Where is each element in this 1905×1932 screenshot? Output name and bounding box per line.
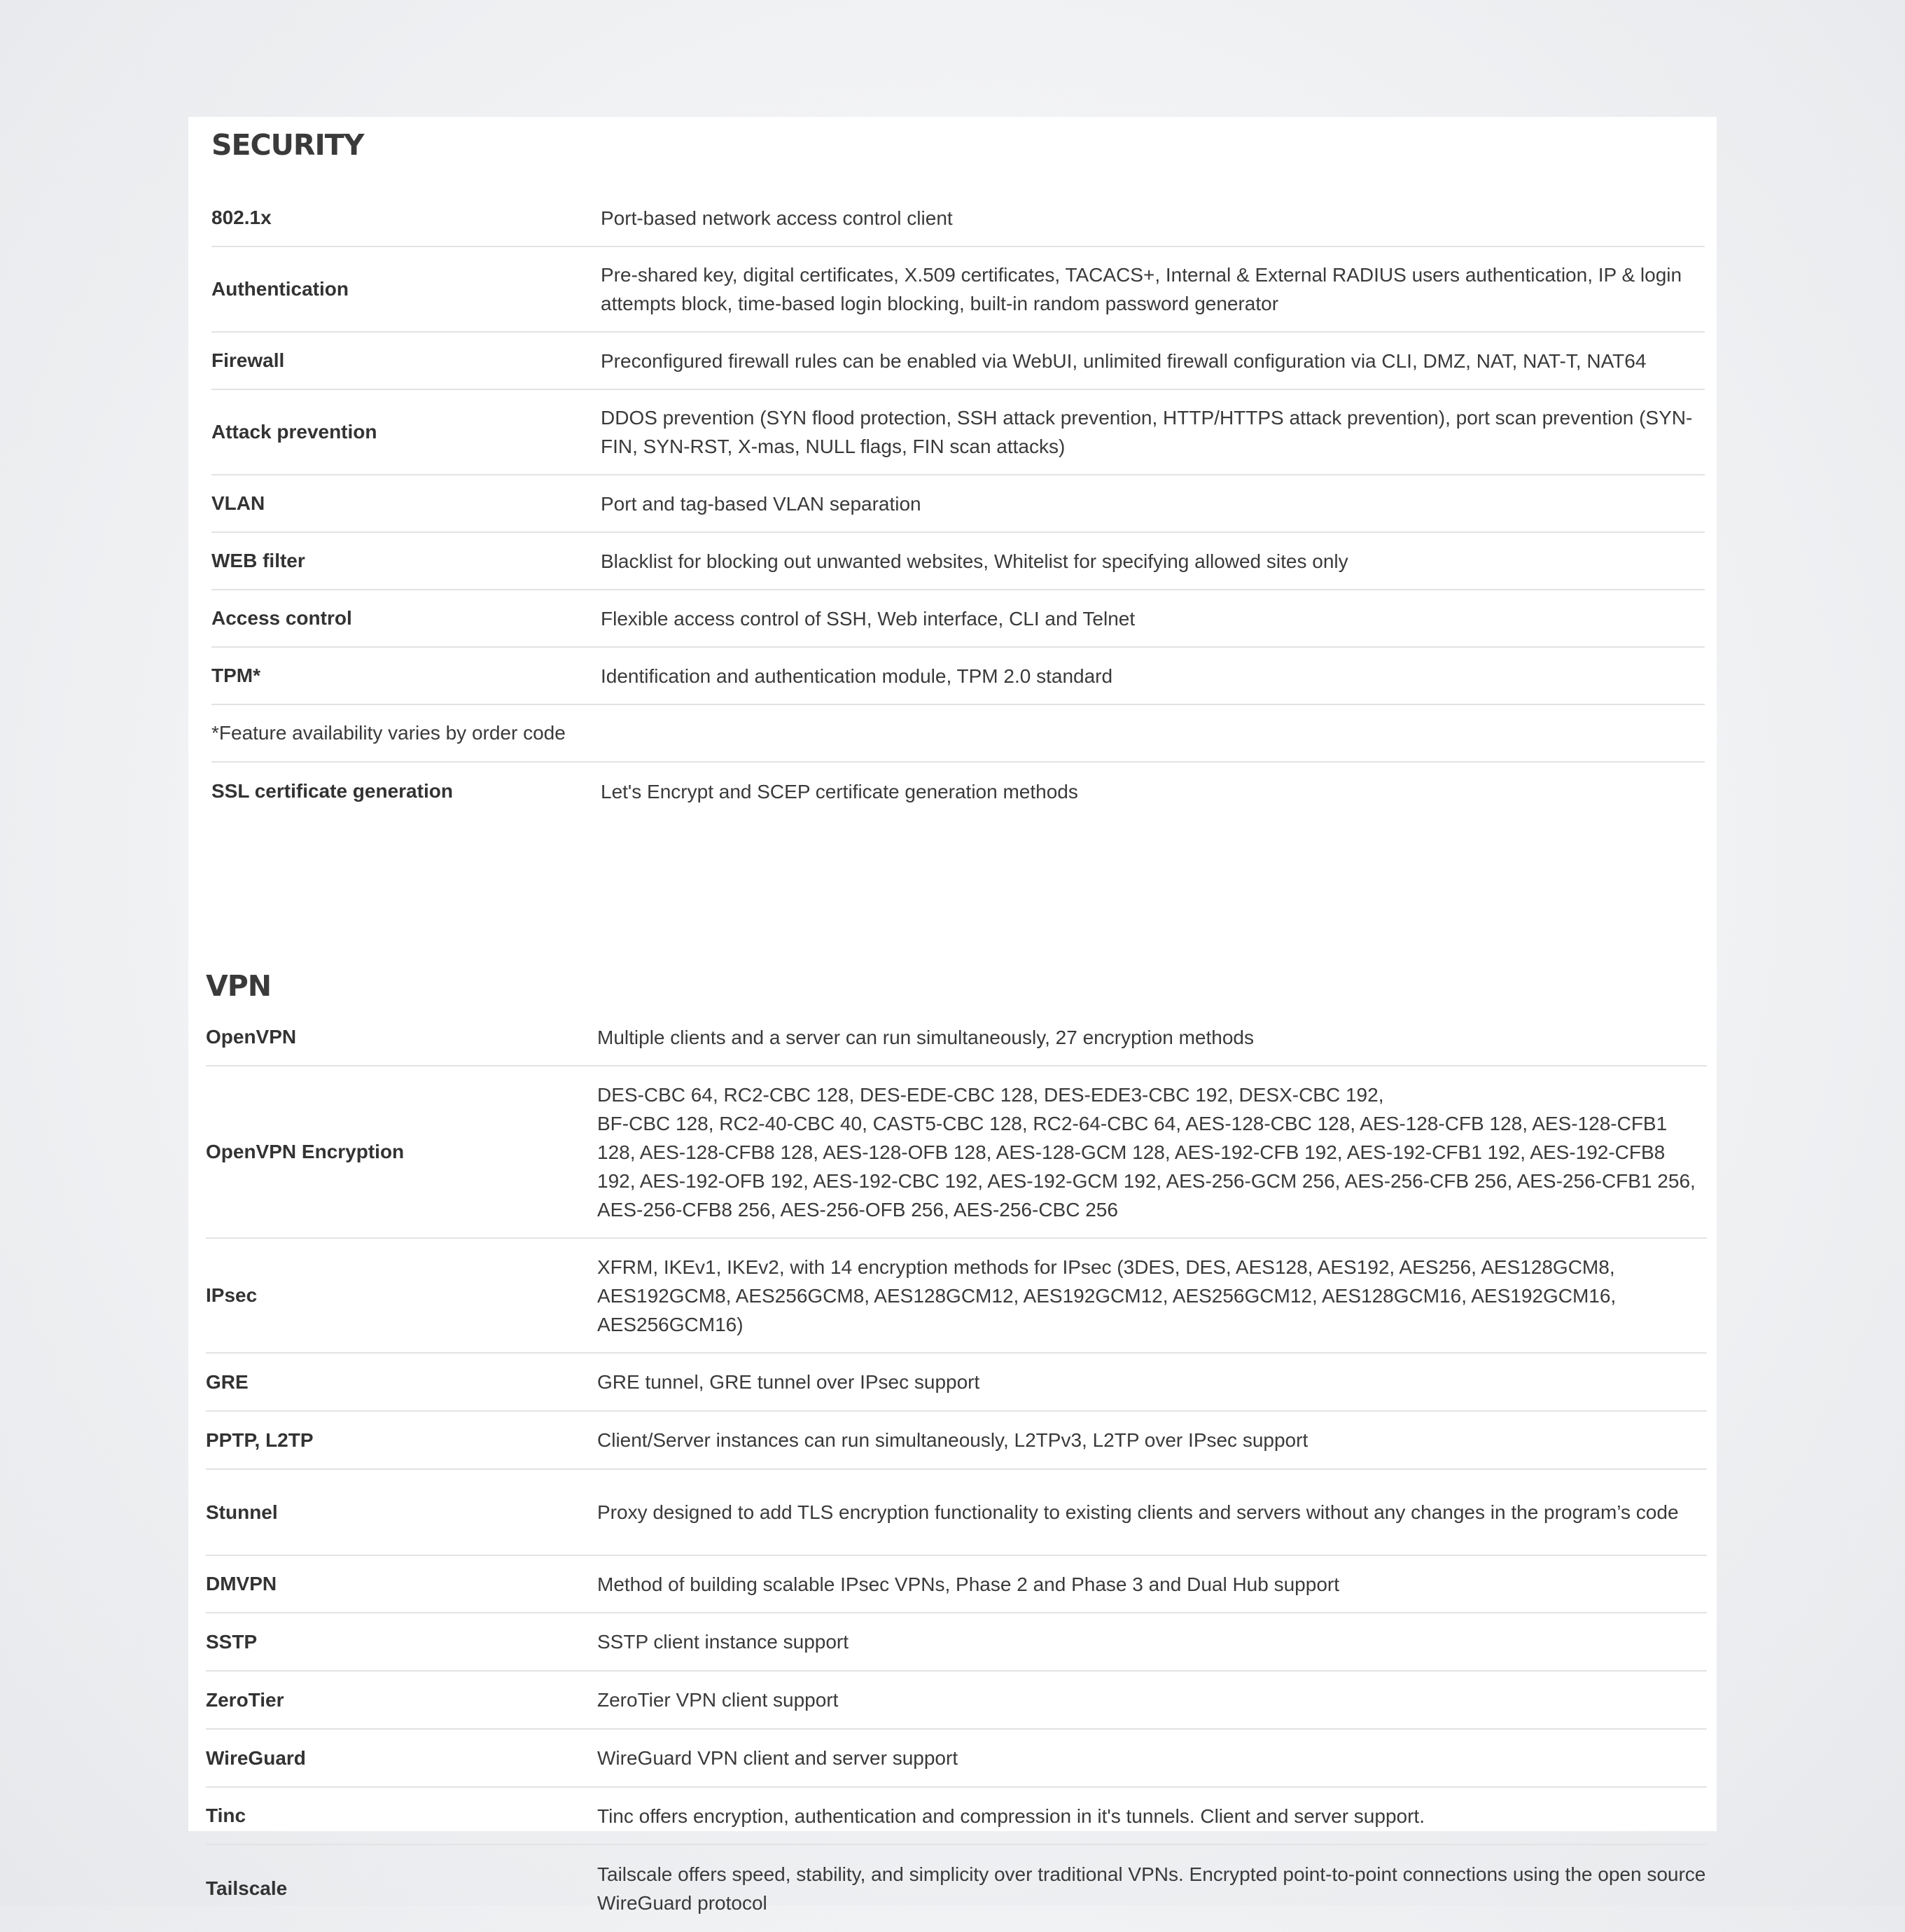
spec-row-sstp (206, 1613, 1707, 1672)
spec-label: OpenVPN (206, 1026, 297, 1048)
spec-row-tailscale (206, 1845, 1707, 1932)
section-title-security: SECURITY (211, 128, 364, 162)
spec-value: Port-based network access control client (601, 207, 953, 229)
spec-label: Firewall (211, 349, 285, 371)
spec-label: Attack prevention (211, 421, 377, 443)
spec-row-zerotier (206, 1672, 1707, 1730)
spec-label: IPsec (206, 1284, 258, 1306)
spec-row-attack-prevention (211, 390, 1705, 475)
vpn-table (206, 1009, 1707, 1932)
spec-row-access-control (211, 590, 1705, 648)
spec-label: PPTP, L2TP (206, 1429, 314, 1451)
spec-row-tpm (211, 648, 1705, 705)
spec-label: Stunnel (206, 1501, 278, 1523)
spec-row-dmvpn (206, 1556, 1707, 1613)
spec-label: WireGuard (206, 1746, 306, 1769)
spec-value: Tailscale offers speed, stability, and simplicity over traditional VPNs. Encrypted point-to-point connections using the open source WireGuard protocol (597, 1863, 1706, 1914)
spec-label: WEB filter (211, 550, 305, 571)
spec-value: Let's Encrypt and SCEP certificate generation methods (601, 780, 1078, 802)
footnote-row (211, 705, 1705, 763)
spec-value: ZeroTier VPN client support (597, 1689, 839, 1711)
spec-row-wireguard (206, 1730, 1707, 1788)
spec-label: ZeroTier (206, 1688, 284, 1711)
spec-label: DMVPN (206, 1573, 277, 1594)
spec-sheet (188, 117, 1717, 1914)
spec-label: Tinc (206, 1805, 246, 1826)
spec-row-pptp-l2tp (206, 1412, 1707, 1470)
spec-value: WireGuard VPN client and server support (597, 1747, 958, 1769)
spec-label: VLAN (211, 492, 265, 514)
security-section (211, 117, 1705, 820)
spec-row-authentication (211, 247, 1705, 333)
spec-value: Preconfigured firewall rules can be enabled via WebUI, unlimited firewall configuration via CLI, DMZ, NAT, NAT-T, NAT64 (601, 349, 1647, 372)
spec-value: XFRM, IKEv1, IKEv2, with 14 encryption methods for IPsec (3DES, DES, AES128, AES192, AES256, AES128GCM8, AES192GCM8, AES256GCM8, AES128GCM12, AES192GCM12, AES256GCM12, AES128GCM16, AES192GCM16, AES256GCM16) (597, 1256, 1617, 1335)
spec-row-vlan (211, 475, 1705, 533)
spec-row-web-filter (211, 533, 1705, 590)
spec-row-gre (206, 1354, 1707, 1412)
spec-value: Tinc offers encryption, authentication and compression in it's tunnels. Client and server support. (597, 1805, 1425, 1827)
spec-row-tinc (206, 1788, 1707, 1845)
spec-label: 802.1x (211, 207, 272, 228)
spec-label: TPM* (211, 665, 260, 686)
footnote-text: *Feature availability varies by order code (211, 722, 566, 744)
spec-label: Tailscale (206, 1877, 288, 1899)
spec-value: Multiple clients and a server can run simultaneously, 27 encryption methods (597, 1026, 1254, 1048)
encryption-list-line: BF-CBC 128, RC2-40-CBC 40, CAST5-CBC 128, RC2-64-CBC 64, AES-128-CBC 128, AES-128-CFB 128, AES-128-CFB1 128, AES-128-CFB8 128, AES-128-OFB 128, AES-128-GCM 128, AES-192-CFB 192, AES-192-CFB1 192, AES-192-CFB8 192, AES-192-OFB 192, AES-192-CBC 192, AES-192-GCM 192, AES-256-GCM 256, AES-256-CFB 256, AES-256-CFB1 256, AES-256-CFB8 256, AES-256-OFB 256, AES-256-CBC 256 (597, 1112, 1696, 1221)
spec-value: Flexible access control of SSH, Web interface, CLI and Telnet (601, 607, 1136, 630)
spec-row-ssl-certificate (211, 763, 1705, 820)
spec-value: Port and tag-based VLAN separation (601, 492, 921, 515)
encryption-list-line: DES-CBC 64, RC2-CBC 128, DES-EDE-CBC 128, DES-EDE3-CBC 192, DESX-CBC 192, (597, 1083, 1384, 1106)
spec-label: Authentication (211, 278, 349, 300)
spec-value (597, 1080, 1707, 1224)
spec-value: Blacklist for blocking out unwanted websites, Whitelist for specifying allowed sites only (601, 550, 1348, 572)
spec-value: Identification and authentication module, TPM 2.0 standard (601, 665, 1113, 687)
spec-row-openvpn (206, 1009, 1707, 1066)
spec-label: OpenVPN Encryption (206, 1141, 405, 1162)
spec-label: SSL certificate generation (211, 780, 453, 802)
spec-value: Proxy designed to add TLS encryption functionality to existing clients and servers without any changes in the program’s code (597, 1501, 1679, 1523)
vpn-section (206, 842, 1707, 1932)
spec-row-802-1x (211, 190, 1705, 247)
spec-label: SSTP (206, 1630, 258, 1653)
spec-row-stunnel (206, 1470, 1707, 1556)
spec-value: DDOS prevention (SYN flood protection, SSH attack prevention, HTTP/HTTPS attack prevention), port scan prevention (SYN-FIN, SYN-RST, X-mas, NULL flags, FIN scan attacks) (601, 407, 1693, 457)
spec-label: GRE (206, 1370, 249, 1393)
spec-row-firewall (211, 333, 1705, 390)
security-table (211, 190, 1705, 820)
spec-value: SSTP client instance support (597, 1631, 849, 1653)
spec-value: Client/Server instances can run simultaneously, L2TPv3, L2TP over IPsec support (597, 1429, 1309, 1451)
spec-label: Access control (211, 607, 352, 629)
spec-value: Method of building scalable IPsec VPNs, Phase 2 and Phase 3 and Dual Hub support (597, 1573, 1339, 1595)
spec-value: Pre-shared key, digital certificates, X.509 certificates, TACACS+, Internal & External RADIUS users authentication, IP & login attempts block, time-based login blocking, built-in random password generator (601, 264, 1682, 314)
spec-row-openvpn-encryption (206, 1066, 1707, 1239)
section-title-vpn: VPN (206, 969, 272, 1003)
spec-row-ipsec (206, 1239, 1707, 1354)
spec-value: GRE tunnel, GRE tunnel over IPsec support (597, 1371, 980, 1393)
